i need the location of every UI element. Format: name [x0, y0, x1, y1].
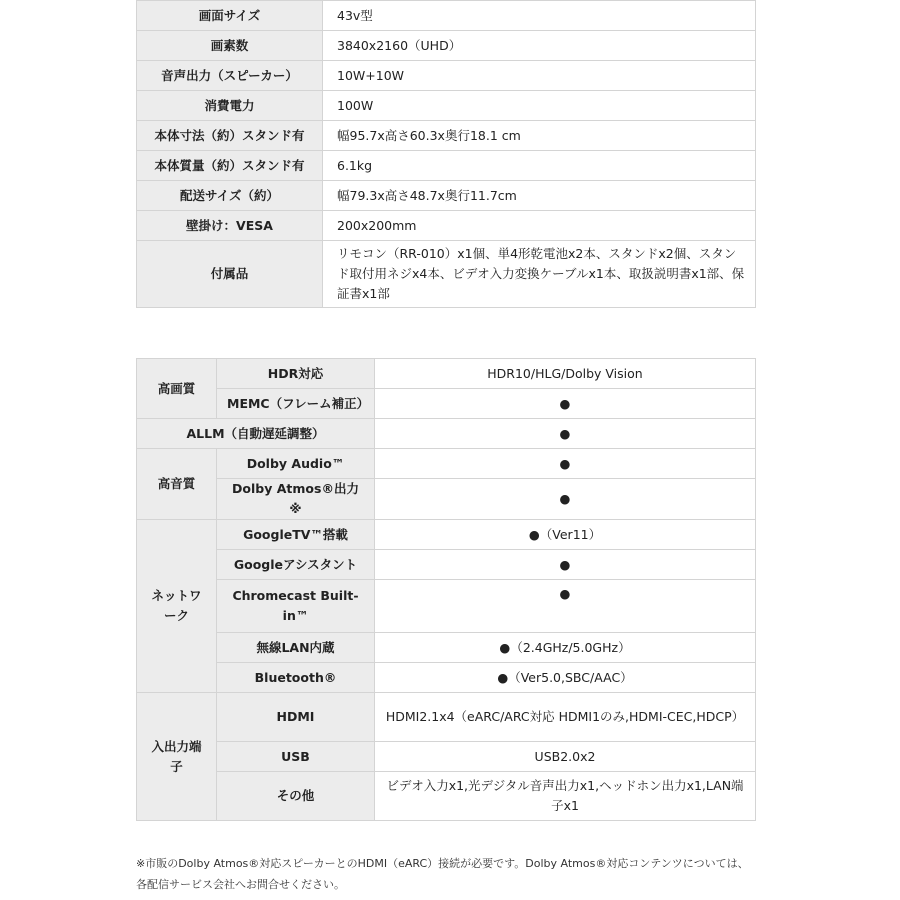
spec-label: 壁掛け：VESA	[137, 211, 323, 241]
spec-value: 幅95.7x高さ60.3x奥行18.1 cm	[323, 121, 756, 151]
feature-label: GoogleTV™搭載	[217, 520, 375, 550]
feature-row-usb	[137, 742, 756, 772]
feature-value: ●	[375, 449, 756, 479]
feature-label: その他	[217, 772, 375, 821]
feature-label: Googleアシスタント	[217, 550, 375, 580]
spec-label: 音声出力（スピーカー）	[137, 61, 323, 91]
feature-label: USB	[217, 742, 375, 772]
feature-value: ●	[375, 479, 756, 520]
feature-value: ●	[375, 580, 756, 633]
feature-value: ●（Ver5.0,SBC/AAC）	[375, 663, 756, 693]
feature-value: ビデオ入力x1,光デジタル音声出力x1,ヘッドホン出力x1,LAN端子x1	[375, 772, 756, 821]
spec-value: 100W	[323, 91, 756, 121]
feature-label: HDMI	[217, 693, 375, 742]
feature-label: 無線LAN内蔵	[217, 633, 375, 663]
feature-label: MEMC（フレーム補正）	[217, 389, 375, 419]
spec-value: 10W+10W	[323, 61, 756, 91]
feature-row-google-assistant	[137, 550, 756, 580]
feature-row-dolby-audio	[137, 449, 756, 479]
spec-row-dimensions	[137, 121, 756, 151]
feature-label: ALLM（自動遅延調整）	[137, 419, 375, 449]
feature-row-hdr	[137, 359, 756, 389]
spec-row-power	[137, 91, 756, 121]
feature-value: ●（Ver11）	[375, 520, 756, 550]
spec-row-accessories	[137, 241, 756, 308]
spec-row-shipping-size	[137, 181, 756, 211]
spec-value: 6.1kg	[323, 151, 756, 181]
feature-value: HDR10/HLG/Dolby Vision	[375, 359, 756, 389]
spec-value: リモコン（RR-010）x1個、単4形乾電池x2本、スタンドx2個、スタンド取付用ネジx4本、ビデオ入力変換ケーブルx1本、取扱説明書x1部、保証書x1部	[323, 241, 756, 308]
feature-row-chromecast	[137, 580, 756, 633]
feature-label: Bluetooth®	[217, 663, 375, 693]
spec-row-weight	[137, 151, 756, 181]
feature-label: Dolby Audio™	[217, 449, 375, 479]
spec-row-audio-output	[137, 61, 756, 91]
feature-label: HDR対応	[217, 359, 375, 389]
feature-row-bluetooth	[137, 663, 756, 693]
feature-row-allm	[137, 419, 756, 449]
spec-label: 消費電力	[137, 91, 323, 121]
category-io: 入出力端子	[137, 693, 217, 821]
footnote: ※市販のDolby Atmos®対応スピーカーとのHDMI（eARC）接続が必要です。Dolby Atmos®対応コンテンツについては、各配信サービス会社へお問合せください。	[136, 857, 749, 891]
spec-value: 幅79.3x高さ48.7x奥行11.7cm	[323, 181, 756, 211]
feature-value: ●（2.4GHz/5.0GHz）	[375, 633, 756, 663]
category-picture: 高画質	[137, 359, 217, 419]
feature-value: USB2.0x2	[375, 742, 756, 772]
feature-row-other-ports	[137, 772, 756, 821]
feature-value: ●	[375, 389, 756, 419]
feature-value: HDMI2.1x4（eARC/ARC対応 HDMI1のみ,HDMI-CEC,HDCP）	[375, 693, 756, 742]
spec-row-screen-size	[137, 1, 756, 31]
spec-row-vesa	[137, 211, 756, 241]
category-network: ネットワーク	[137, 520, 217, 693]
feature-row-wireless-lan	[137, 633, 756, 663]
feature-value: ●	[375, 419, 756, 449]
feature-row-memc	[137, 389, 756, 419]
spec-value: 43v型	[323, 1, 756, 31]
spec-label: 付属品	[137, 241, 323, 308]
spec-label: 本体寸法（約）スタンド有	[137, 121, 323, 151]
category-audio: 高音質	[137, 449, 217, 520]
spec-table	[136, 0, 756, 308]
feature-value: ●	[375, 550, 756, 580]
spec-label: 画面サイズ	[137, 1, 323, 31]
feature-row-hdmi	[137, 693, 756, 742]
spec-label: 本体質量（約）スタンド有	[137, 151, 323, 181]
feature-label: Chromecast Built-in™	[217, 580, 375, 633]
spec-row-resolution	[137, 31, 756, 61]
feature-row-dolby-atmos	[137, 479, 756, 520]
feature-row-google-tv	[137, 520, 756, 550]
spec-value: 3840x2160（UHD）	[323, 31, 756, 61]
feature-table	[136, 358, 756, 821]
spec-label: 配送サイズ（約）	[137, 181, 323, 211]
spec-value: 200x200mm	[323, 211, 756, 241]
spec-label: 画素数	[137, 31, 323, 61]
feature-label: Dolby Atmos®出力※	[217, 479, 375, 520]
